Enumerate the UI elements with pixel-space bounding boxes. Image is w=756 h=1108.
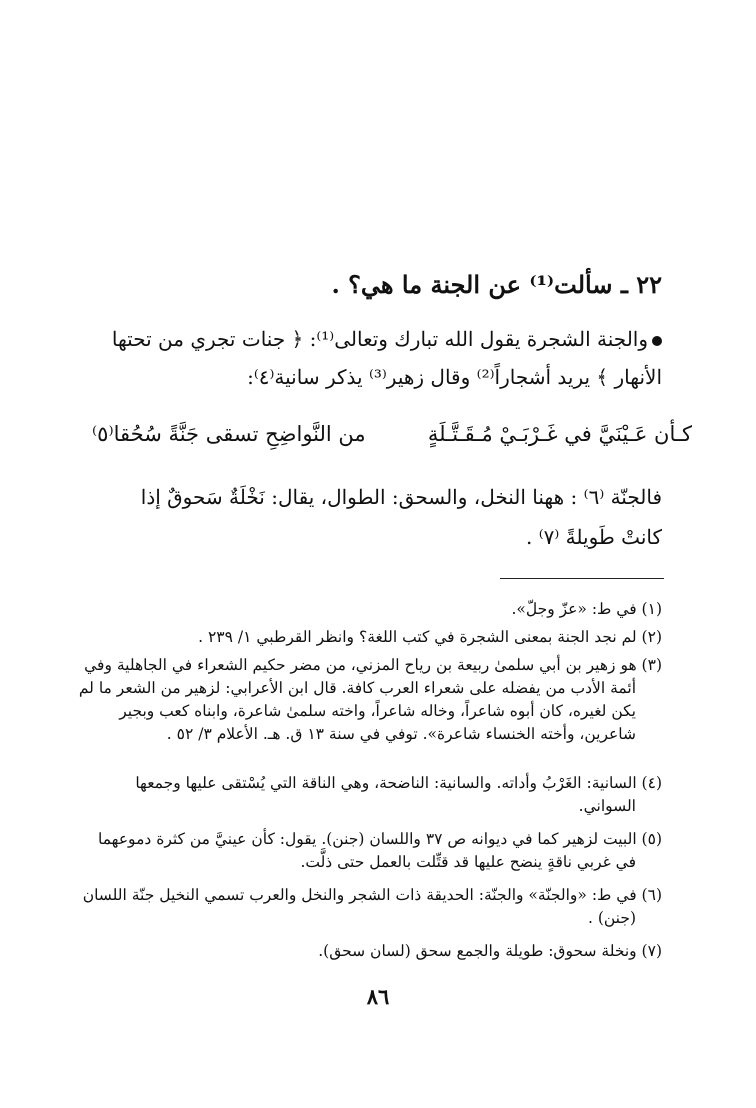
footnote-4-line: (٤) السانية: الغَرْبُ وأداته. والسانية: الناضحة، وهي الناقة التي يُسْتقى عليها وجمعها (135, 774, 662, 792)
footnote-6-line: (٦) في ط: «والجنّة» والجنّة: الحديقة ذات الشجر والنخل والعرب تسمي النخيل جنّة اللسان (82, 886, 662, 904)
footnote-1 (42, 598, 662, 621)
footnote-3-line: شاعرين، وأخته الخنساء شاعرة». توفي في سنة ١٣ ق. هـ. الأعلام ٣/ ٥٢ . (166, 725, 636, 743)
footnote-5-line: (٥) البيت لزهير كما في ديوانه ص ٣٧ واللسان (جنن). يقول: كأن عينيَّ من كثرة دموعهما (97, 830, 662, 848)
body-line-1-text: والجنة الشجرة يقول الله تبارك وتعالى⁽¹⁾: ﴿ جنات تجري من تحتها (111, 327, 648, 351)
footnote-3 (42, 654, 662, 746)
bullet-icon (652, 336, 662, 346)
verse-first-hemistich: كـأن عَـيْنَيَّ في غَـرْبَـيْ مُـقَـتَّـلَةٍ (427, 422, 692, 446)
body-line-1 (62, 324, 662, 354)
footnote-6-line: (جنن) . (587, 909, 636, 927)
footnote-5-line: في غربي ناقةٍ ينضح عليها قد قتِّلت بالعمل حتى ذلَّت. (300, 853, 636, 871)
footnote-2 (42, 626, 662, 649)
footnote-3-line: يكن لغيره، كان أبوه شاعراً، وخاله شاعراً، واخته سلمىٰ شاعرة، وابناه كعب وبجير (119, 702, 636, 720)
footnote-4 (42, 772, 662, 818)
footnote-3-line: أئمة الأدب من يفضله على شعراء العرب كافة. قال ابن الأعرابي: لزهير من الشعر ما لم (78, 679, 636, 697)
footnote-7 (42, 940, 662, 963)
footnote-5 (42, 828, 662, 874)
footnote-divider (500, 578, 664, 579)
footnote-1-text: (١) في ط: «عزّ وجلّ». (511, 600, 662, 618)
footnote-6 (42, 884, 662, 930)
poetry-verse (92, 418, 692, 450)
page-number: ٨٦ (366, 984, 390, 1009)
verse-second-hemistich: من النَّواضِحِ تسقى جَنَّةً سُحُقا⁽٥⁾ (92, 422, 366, 446)
body-line-2: الأنهار ﴾ يريد أشجاراً⁽²⁾ وقال زهير⁽³⁾ يذكر سانية⁽٤⁾: (247, 365, 662, 389)
footnote-7-text: (٧) ونخلة سحوق: طويلة والجمع سحق (لسان سحق). (318, 942, 662, 960)
section-heading: ٢٢ ـ سألت⁽¹⁾ عن الجنة ما هي؟ . (331, 270, 662, 299)
body-line-3: فالجنّة ⁽٦⁾ : ههنا النخل، والسحق: الطوال، يقال: نَخْلَةٌ سَحوقٌ إذا (140, 485, 662, 509)
footnote-3-line: (٣) هو زهير بن أبي سلمىٰ ربيعة بن رياح المزني، من مضر حكيم الشعراء في الجاهلية وفي (84, 656, 662, 674)
footnote-4-line: السواني. (578, 797, 636, 815)
footnote-2-text: (٢) لم نجد الجنة بمعنى الشجرة في كتب اللغة؟ وانظر القرطبي ١/ ٢٣٩ . (198, 628, 662, 646)
body-line-4: كانتْ طَويلةً ⁽٧⁾ . (526, 525, 662, 549)
